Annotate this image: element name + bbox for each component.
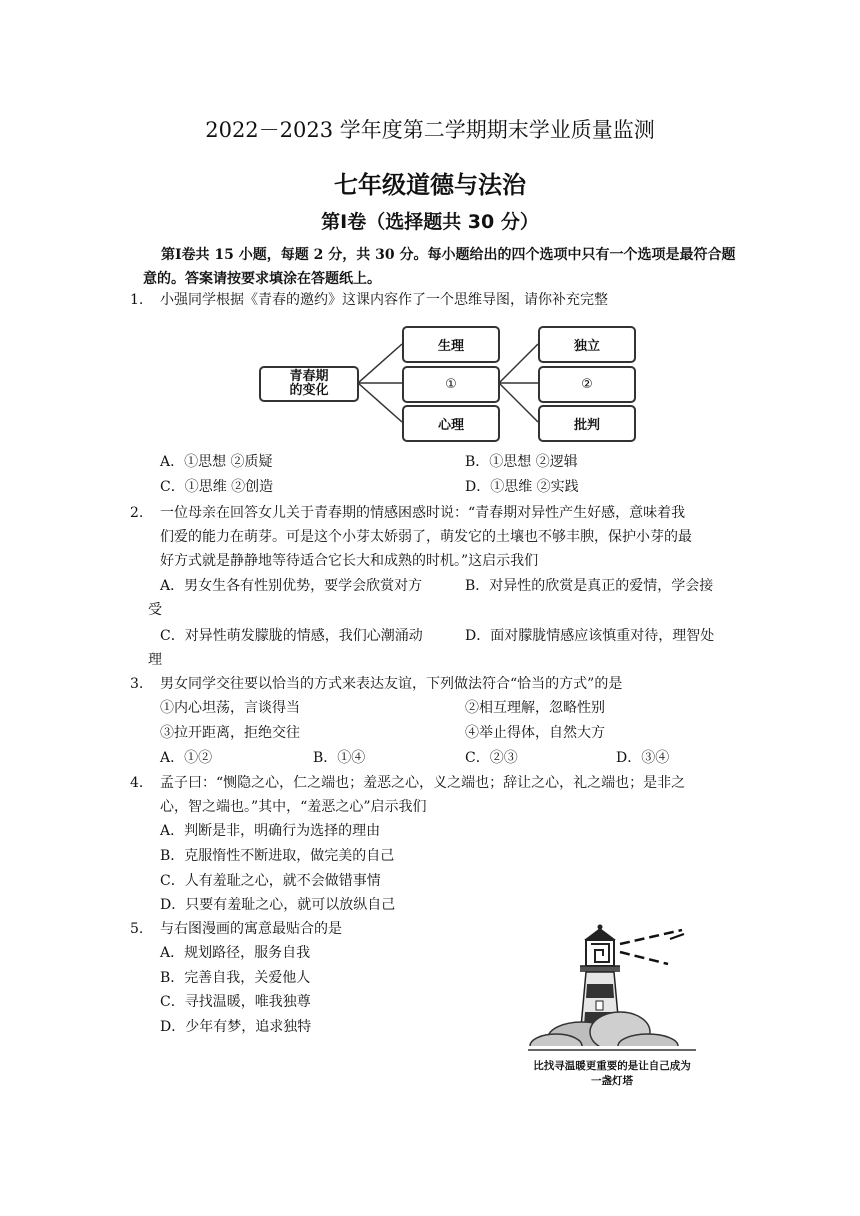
q1-option-a: A．①思想 ②质疑 (160, 454, 273, 470)
q3-option-d: D．③④ (616, 750, 670, 766)
q5-option-c: C．寻找温暖，唯我独尊 (160, 994, 311, 1010)
q2-option-c-wrap: 理 (148, 652, 162, 668)
q2-option-a-wrap: 受 (148, 602, 162, 618)
root-node: 青春期 的变化 (259, 366, 359, 402)
q1-option-b: B．①思想 ②逻辑 (465, 454, 578, 470)
right-node-3: 批判 (538, 405, 636, 442)
q4-stem-line-2: 心，智之端也。”其中，“羞恶之心”启示我们 (160, 799, 427, 815)
lighthouse-cartoon (520, 922, 704, 1087)
q3-item-2: ②相互理解，忽略性别 (465, 700, 605, 716)
q5-option-d: D．少年有梦，追求独特 (160, 1019, 312, 1035)
q2-number: 2. (130, 505, 144, 521)
mid-node-3: 心理 (402, 405, 500, 442)
q5-stem: 与右图漫画的寓意最贴合的是 (160, 921, 342, 937)
q2-stem-line-2: 们爱的能力在萌芽。可是这个小芽太娇弱了，萌发它的土壤也不够丰腴，保护小芽的最 (160, 529, 692, 545)
q2-option-a: A．男女生各有性别优势，要学会欣赏对方 (160, 578, 423, 594)
q1-option-c: C．①思维 ②创造 (160, 479, 274, 495)
q5-number: 5. (130, 921, 144, 937)
cartoon-caption-line-1: 比找寻温暖更重要的是让自己成为 (533, 1060, 691, 1072)
q4-option-a: A．判断是非，明确行为选择的理由 (160, 823, 381, 839)
instructions: 第Ⅰ卷共 15 小题，每题 2 分，共 30 分。每小题给出的四个选项中只有一个选项是最符合题意的。答案请按要求填涂在答题纸上。 (143, 247, 736, 287)
q2-stem-line-1: 一位母亲在回答女儿关于青春期的情感困惑时说：“青春期对异性产生好感，意味着我 (160, 505, 686, 521)
q3-number: 3. (130, 676, 144, 692)
q1-option-d: D．①思维 ②实践 (465, 479, 579, 495)
right-node-1: 独立 (538, 326, 636, 363)
mid-node-1: 生理 (402, 326, 500, 363)
q3-stem: 男女同学交往要以恰当的方式来表达友谊，下列做法符合“恰当的方式”的是 (160, 676, 623, 692)
q1-stem: 小强同学根据《青春的邀约》这课内容作了一个思维导图，请你补充完整 (160, 292, 608, 308)
q4-option-c: C．人有羞耻之心，就不会做错事情 (160, 873, 381, 889)
q3-option-b: B．①④ (313, 750, 366, 766)
cartoon-caption-line-2: 一盏灯塔 (591, 1075, 633, 1087)
q3-option-c: C．②③ (465, 750, 518, 766)
q1-number: 1. (130, 292, 144, 308)
mind-map-diagram (255, 322, 640, 447)
q4-option-b: B．克服惰性不断进取，做完美的自己 (160, 848, 395, 864)
q2-option-d: D．面对朦胧情感应该慎重对待，理智处 (465, 628, 715, 644)
q5-option-b: B．完善自我，关爱他人 (160, 970, 311, 986)
mid-node-2: ① (402, 366, 500, 403)
q4-stem-line-1: 孟子曰：“恻隐之心，仁之端也；羞恶之心，义之端也；辞让之心，礼之端也；是非之 (160, 775, 686, 791)
q3-item-1: ①内心坦荡，言谈得当 (160, 700, 300, 716)
q4-number: 4. (130, 775, 144, 791)
q3-item-3: ③拉开距离，拒绝交往 (160, 725, 300, 741)
section-title: 第Ⅰ卷（选择题共 30 分） (321, 211, 539, 233)
subject-title: 七年级道德与法治 (334, 171, 526, 199)
q4-option-d: D．只要有羞耻之心，就可以放纵自己 (160, 897, 396, 913)
q3-item-4: ④举止得体，自然大方 (465, 725, 605, 741)
q2-stem-line-3: 好方式就是静静地等待适合它长大和成熟的时机。”这启示我们 (160, 553, 539, 569)
right-node-2: ② (538, 366, 636, 403)
lighthouse-icon (520, 922, 704, 1056)
exam-title: 2022－2023 学年度第二学期期末学业质量监测 (205, 118, 655, 142)
q2-option-c: C．对异性萌发朦胧的情感，我们心潮涌动 (160, 628, 423, 644)
q2-option-b: B．对异性的欣赏是真正的爱情，学会接 (465, 578, 714, 594)
q3-option-a: A．①② (160, 750, 213, 766)
q5-option-a: A．规划路径，服务自我 (160, 945, 311, 961)
